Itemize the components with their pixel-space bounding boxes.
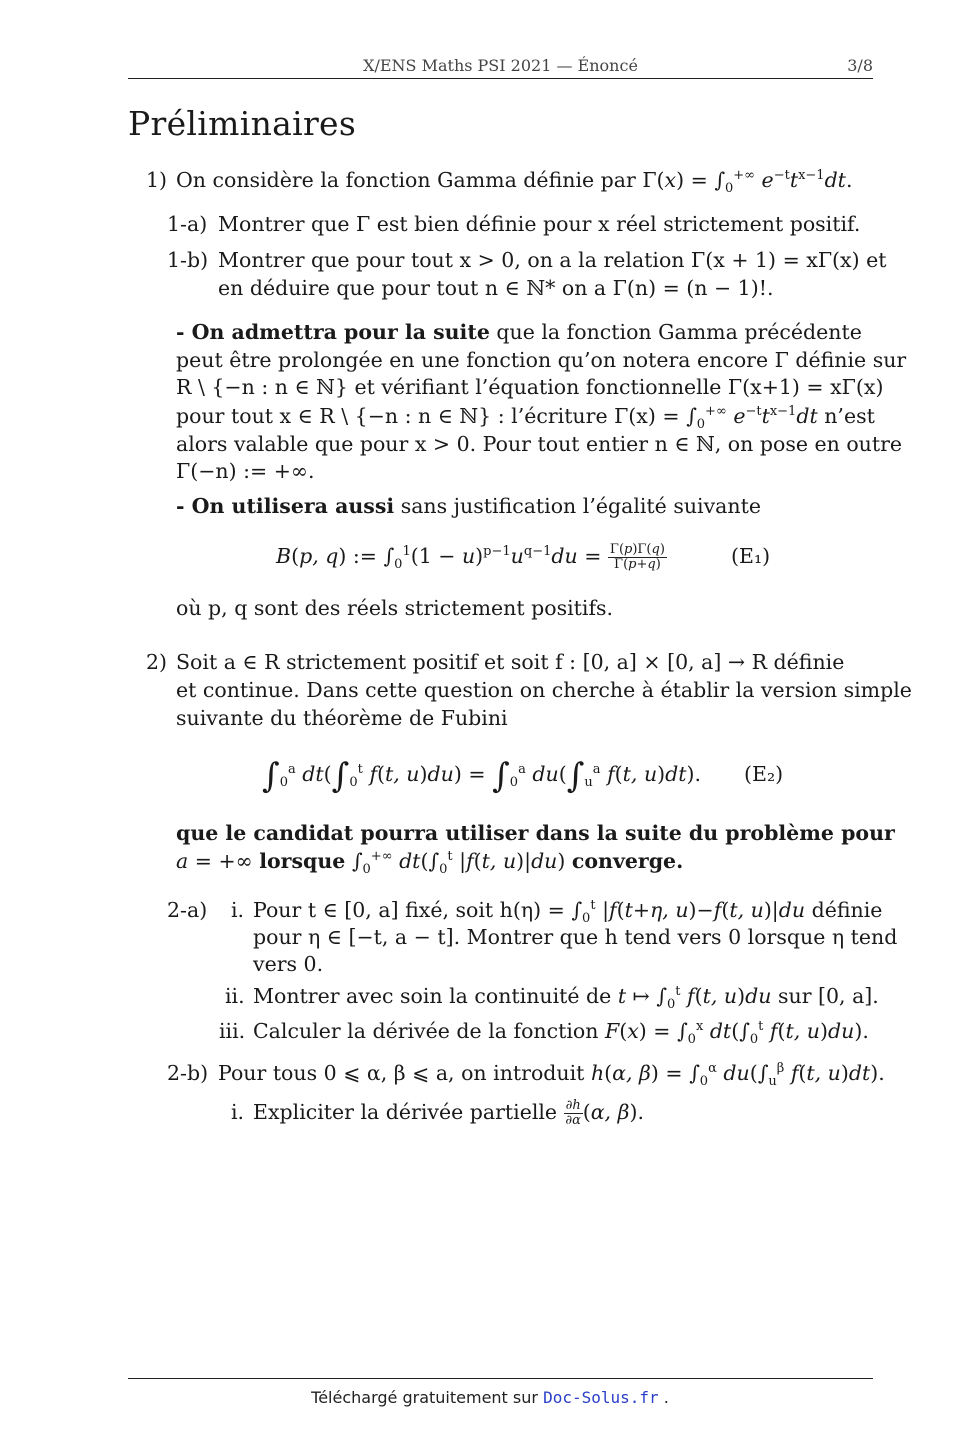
equation-e1: B(p, q) := $\int_0^1(1 - u)^{p-1}u^{q-1}du$ = $\frac{\Gamma(p)\Gamma(q)}{\Gamma(p+q)}$ (276, 542, 665, 573)
subquestion-1a-text: Montrer que Γ est bien définie pour x réel strictement positif. (218, 212, 861, 236)
item-number: i. (231, 898, 245, 922)
subquestion-number: 2-a) (167, 898, 208, 922)
admit-paragraph-line: peut être prolongée en une fonction qu’on notera encore Γ définie sur (176, 348, 907, 372)
admit-paragraph-line: - On admettra pour la suite que la fonction Gamma précédente (176, 320, 862, 344)
item-number: ii. (225, 984, 245, 1008)
e1-remark: où p, q sont des réels strictement positifs. (176, 596, 614, 620)
subquestion-number: 2-b) (167, 1061, 209, 1085)
equation-label: (E₂) (744, 762, 784, 786)
page-number: 3/8 (847, 56, 873, 75)
item-2a-i-line: vers 0. (253, 952, 324, 976)
section-title: Préliminaires (128, 104, 357, 143)
question-2-line: et continue. Dans cette question on cherche à établir la version simple (176, 678, 912, 702)
subquestion-number: 1-a) (167, 212, 208, 236)
item-2a-i-line: Pour t ∈ [0, a] fixé, soit $h(\eta) = \int_0^t$ |f(t+η, u)−f(t, u)|du définie (253, 898, 883, 927)
doc-solus-link[interactable]: Doc-Solus.fr (543, 1388, 659, 1407)
admit-paragraph-line: Γ(−n) := +∞. (176, 459, 315, 483)
admit-paragraph-line: R \ {−n : n ∈ ℕ} et vérifiant l’équation fonctionnelle Γ(x+1) = xΓ(x) (176, 375, 884, 399)
page-header (128, 52, 873, 79)
question-number: 1) (146, 168, 168, 192)
subquestion-1b-line: en déduire que pour tout n ∈ ℕ* on a Γ(n) = (n − 1)!. (218, 276, 774, 300)
question-2-line: Soit a ∈ R strictement positif et soit f : [0, a] × [0, a] → R définie (176, 650, 845, 674)
item-2a-i-line: pour η ∈ [−t, a − t]. Montrer que h tend vers 0 lorsque η tend (253, 925, 898, 949)
bold-remark-line: a = +∞ lorsque $\int_0^{+\infty}$ $dt(\int_0^t$ |f(t, u)|du) converge. (176, 849, 684, 878)
item-2b-i-text: Expliciter la dérivée partielle $\frac{\partial h}{\partial\alpha}$ (α, β). (253, 1098, 644, 1128)
item-2a-ii-text: Montrer avec soin la continuité de t ↦ $\int_0^t$ f(t, u)du sur [0, a]. (253, 984, 879, 1013)
item-2a-iii-text: Calculer la dérivée de la fonction $F(x) = \int_0^x$ $dt(\int_0^t$ f(t, u)du). (253, 1019, 869, 1048)
page-footer: Téléchargé gratuitement sur Doc-Solus.fr . (311, 1388, 669, 1407)
bold-remark-line: que le candidat pourra utiliser dans la suite du problème pour (176, 821, 895, 845)
admit-paragraph-line: alors valable que pour x > 0. Pour tout entier n ∈ ℕ, on pose en outre (176, 432, 903, 456)
question-2-line: suivante du théorème de Fubini (176, 706, 508, 730)
equation-label: (E₁) (731, 544, 771, 568)
footer-rule (128, 1378, 873, 1379)
subquestion-2b-text: Pour tous 0 ⩽ α, β ⩽ a, on introduit h(α, $\beta) = \int_0^\alpha$ $du(\int_u^\beta$ f(t, u)dt). (218, 1061, 885, 1090)
equation-e2: $\int_0^a$ $dt(\int_0^t$ f(t, $u)du) = \int_0^a$ $du(\int_u^a$ f(t, u)dt). (262, 756, 702, 796)
item-number: iii. (219, 1019, 246, 1043)
item-number: i. (231, 1100, 245, 1124)
subquestion-number: 1-b) (167, 248, 209, 272)
subquestion-1b-line: Montrer que pour tout x > 0, on a la relation Γ(x + 1) = xΓ(x) et (218, 248, 887, 272)
admit-paragraph-line: pour tout x ∈ R \ {−n : n ∈ ℕ} : l’écriture $\Gamma(x) = \int_0^{+\infty}$ $e^{-t}t^{x-1}dt$ n’est (176, 404, 875, 433)
question-1-text: On considère la fonction Gamma définie par $\Gamma(x) = \int_0^{+\infty}$ $e^{-t}t^{x-1}dt$. (176, 168, 853, 197)
question-number: 2) (146, 650, 168, 674)
use-paragraph-line: - On utilisera aussi sans justification l’égalité suivante (176, 494, 761, 518)
header-title: X/ENS Maths PSI 2021 — Énoncé (363, 56, 638, 75)
